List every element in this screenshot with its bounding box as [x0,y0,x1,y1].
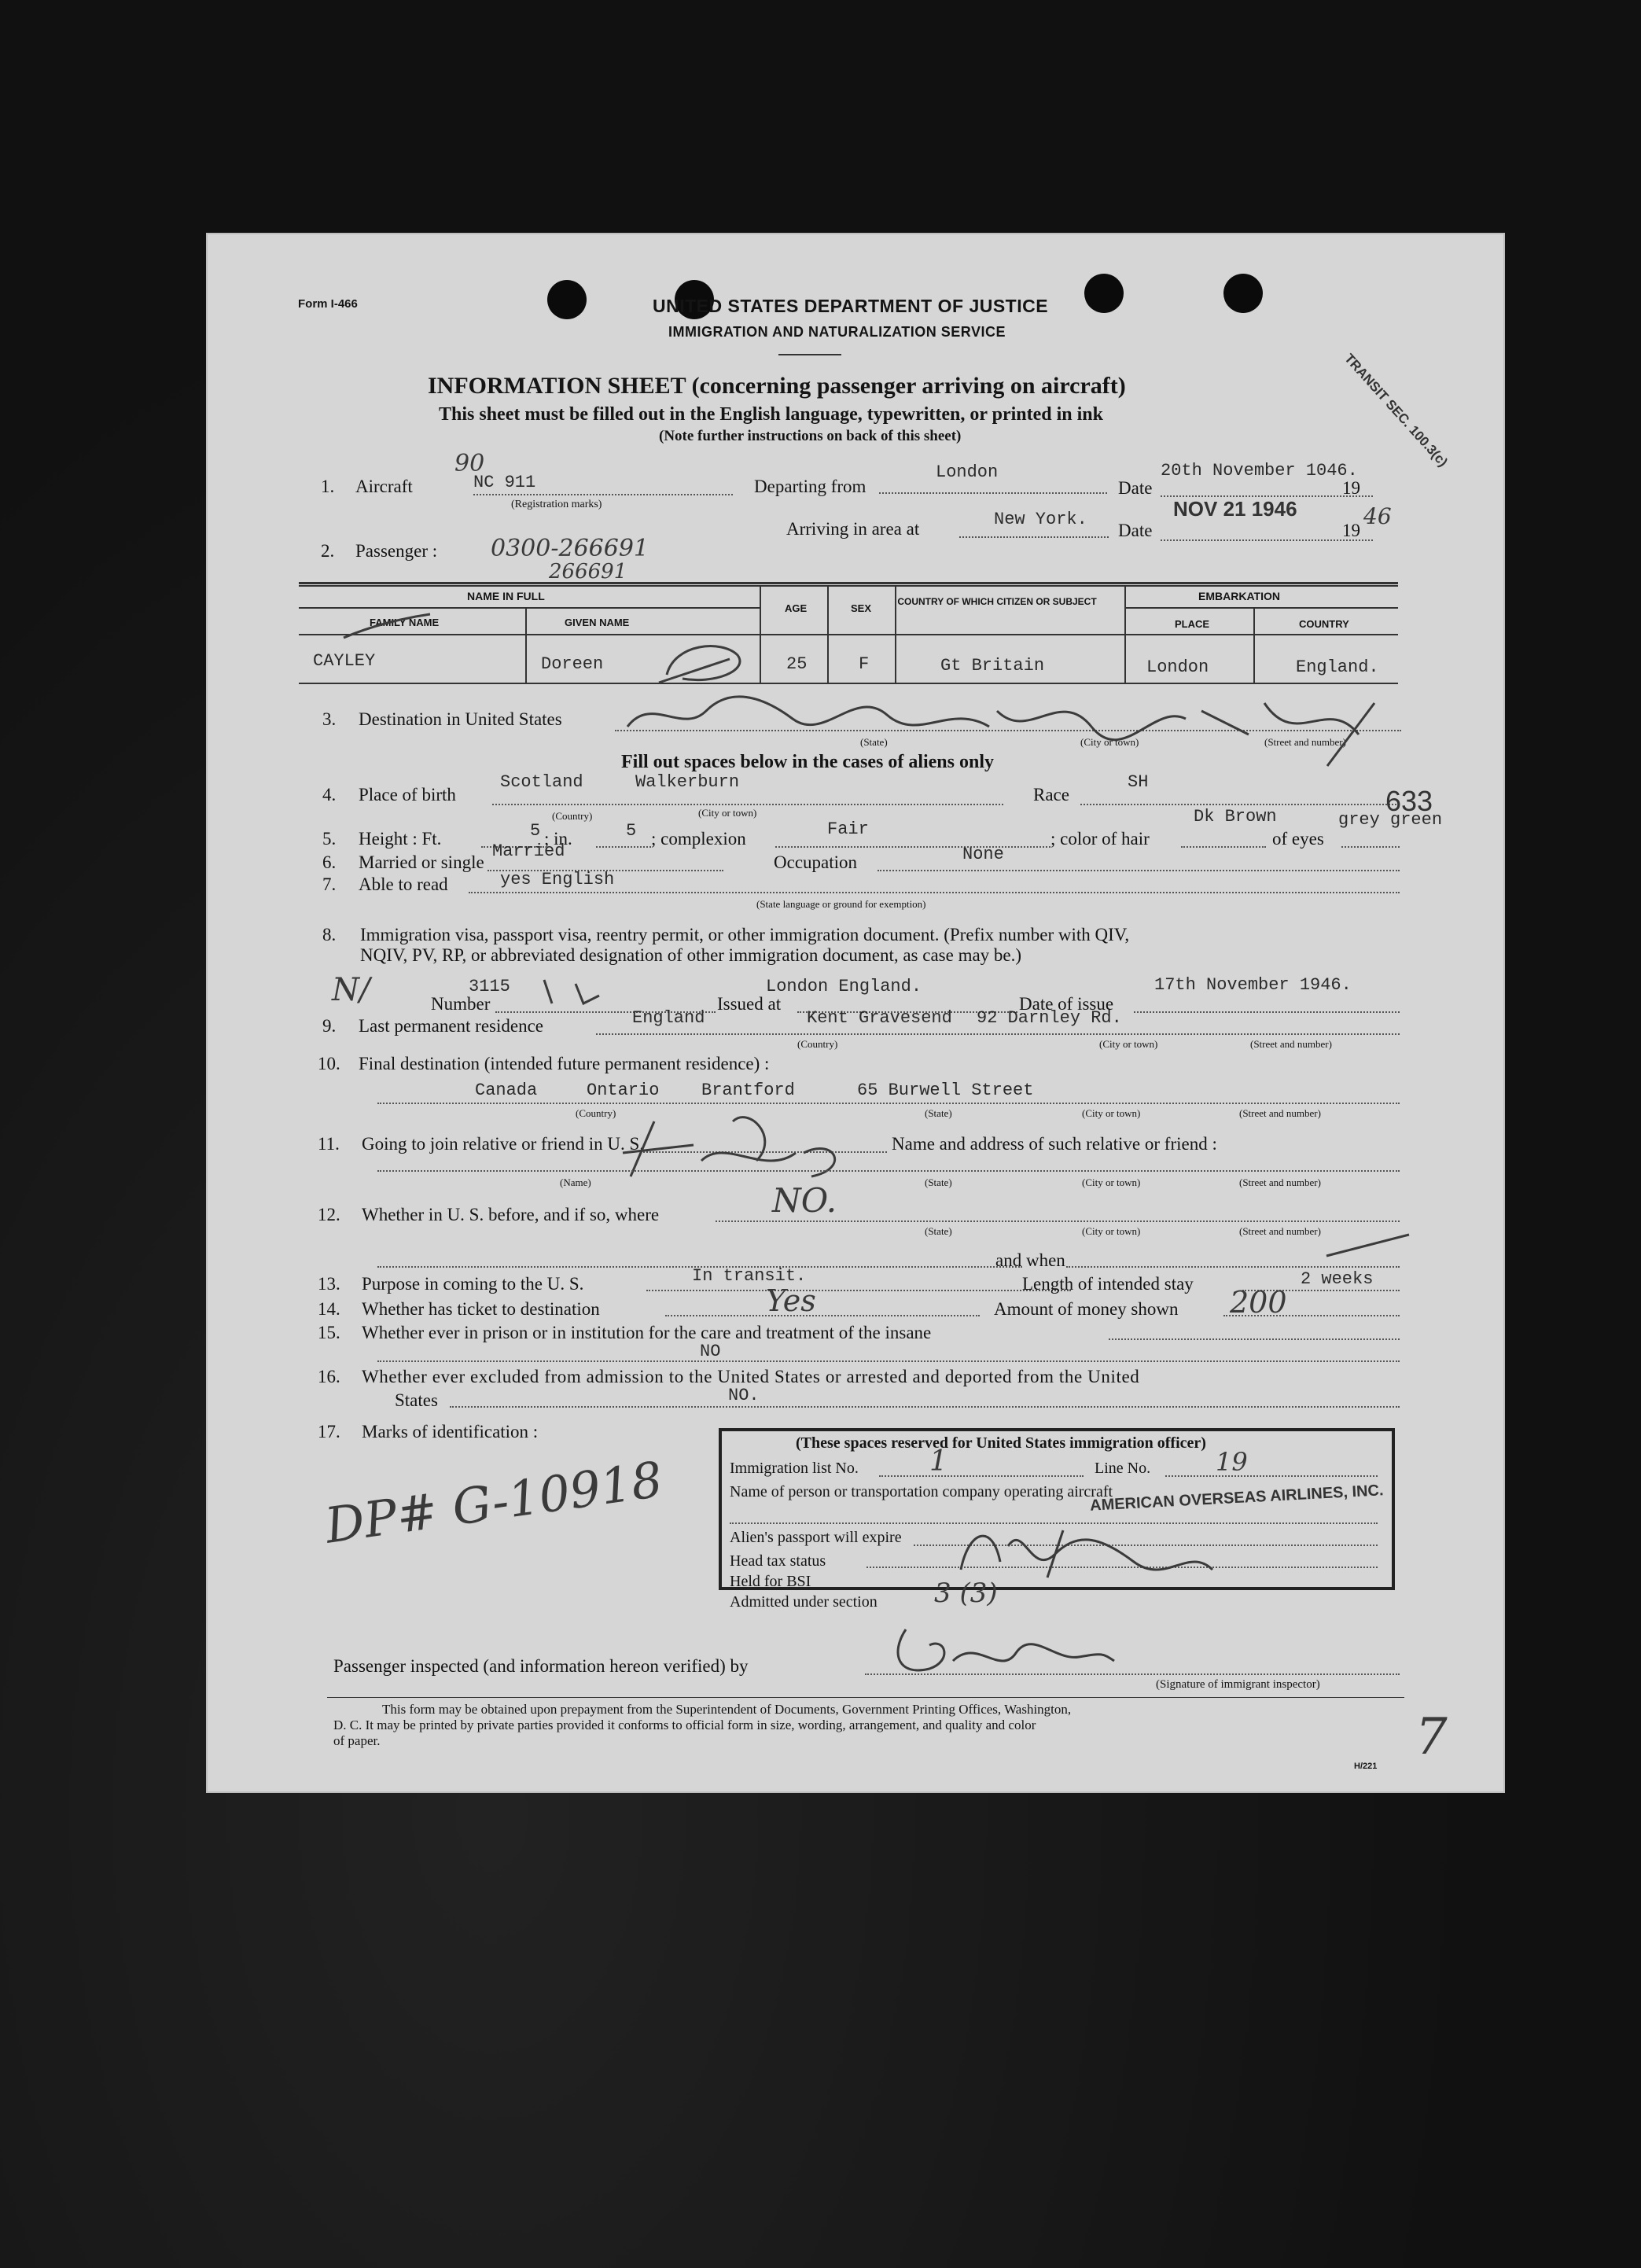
birthplace-label: Place of birth [359,785,456,804]
information-sheet [206,233,1505,1793]
cell-citizen: Gt Britain [940,656,1045,676]
punch-hole [547,280,587,319]
prison-value: NO [700,1342,721,1361]
admitted-section-value: 3 (3) [934,1578,998,1609]
item-number: 9. [322,1016,337,1036]
officer-box-header: (These spaces reserved for United States immigration officer) [796,1434,1206,1452]
passenger-number-repeat: 266691 [549,560,627,584]
final-state-value: Ontario [587,1081,660,1100]
cell-sex: F [859,654,870,674]
occupation-line [878,870,1400,871]
prison-line [1109,1338,1400,1340]
excluded-label-cont: States [395,1390,438,1410]
handwritten-dash-mark [1323,1228,1417,1260]
form-title: INFORMATION SHEET (concerning passenger arriving on aircraft) [428,373,1126,399]
admitted-section-label: Admitted under section [730,1593,878,1611]
prison-label: Whether ever in prison or in institution for the care and treatment of the insane [362,1323,932,1342]
caption-country: (Country) [797,1038,838,1050]
relative-address-line [377,1170,1400,1172]
caption-state: (State) [925,1176,952,1188]
col-country-citizen: COUNTRY OF WHICH CITIZEN OR SUBJECT [897,596,1097,607]
caption-city: (City or town) [1082,1225,1141,1237]
immigration-list-label: Immigration list No. [730,1460,859,1477]
aircraft-line [473,494,733,495]
eyes-label: of eyes [1272,829,1324,849]
visa-description-cont: NQIV, PV, RP, or abbreviated designation of other immigration document, as case may be.) [360,945,1022,965]
table-top-rule [299,585,1398,587]
purpose-line [646,1290,1071,1291]
print-note-line-1: This form may be obtained upon prepayment from the Superintendent of Documents, Government Printing Offices, Washington, [382,1702,1072,1717]
visa-number-value: 3115 [469,977,510,996]
hair-value: Dk Brown [1194,807,1277,827]
race-line [1080,804,1400,805]
issued-at-label: Issued at [717,994,782,1014]
col-name-in-full: NAME IN FULL [467,590,545,602]
airline-stamp: AMERICAN OVERSEAS AIRLINES, INC. [1089,1482,1385,1515]
aircraft-value: NC 911 [473,473,536,492]
col-family-name: FAMILY NAME [370,617,440,628]
col-sex: SEX [851,602,872,614]
transit-stamp: TRANSIT SEC. 100.3(c) [1341,351,1451,470]
col-given-name: GIVEN NAME [565,617,630,628]
excluded-line [450,1406,1400,1408]
caption-street: (Street and number) [1239,1107,1321,1119]
inspected-label: Passenger inspected (and information hereon verified) by [333,1656,749,1676]
arriving-label: Arriving in area at [786,519,920,539]
caption-street: (Street and number) [1264,736,1346,748]
caption-state: (State) [925,1225,952,1237]
issue-date-line [1134,1011,1400,1013]
head-tax-label: Head tax status [730,1552,826,1570]
previous-visit-line [716,1221,1400,1222]
passenger-number: 0300-266691 [491,535,649,562]
join-relative-label: Going to join relative or friend in U. S. [362,1134,644,1154]
cell-place: London [1146,657,1209,677]
aliens-only-heading: Fill out spaces below in the cases of aliens only [621,752,995,772]
money-label: Amount of money shown [994,1299,1179,1319]
date-line [1161,539,1373,541]
punch-hole [1223,274,1263,313]
height-ft-value: 5 [530,821,541,841]
complexion-label: ; complexion [651,829,746,849]
item-number: 3. [322,709,337,729]
year-prefix: 19 [1342,521,1360,540]
handwritten-join-scrawl [607,1106,859,1184]
race-value: SH [1128,772,1149,792]
issue-date-value: 17th November 1946. [1154,975,1352,995]
table-col-rule [827,585,829,683]
item-number: 7. [322,874,337,894]
departing-line [879,492,1107,494]
complexion-line [775,846,1050,848]
caption-country: (Country) [552,810,593,822]
identification-label: Marks of identification : [362,1422,539,1441]
form-number: Form I-466 [298,297,358,311]
inspector-signature [882,1622,1118,1684]
cell-family-name: CAYLEY [313,651,376,671]
caption-city: (City or town) [1080,736,1139,748]
caption-street: (Street and number) [1250,1038,1332,1050]
item-number: 10. [318,1054,340,1073]
when-line [1066,1266,1400,1268]
final-country-value: Canada [475,1081,538,1100]
item-number: 13. [318,1274,340,1294]
excluded-value: NO. [728,1386,760,1405]
caption-street: (Street and number) [1239,1176,1321,1188]
line-no-line [1165,1475,1378,1477]
handwritten-officer-scrawl [953,1515,1220,1585]
identification-value: DP# G-10918 [322,1450,666,1555]
immigration-list-line [879,1475,1084,1477]
arrival-year-hand: 46 [1363,503,1392,529]
previous-visit-value: NO. [772,1181,837,1220]
col-country: COUNTRY [1299,618,1349,630]
table-rule [1124,607,1398,609]
ticket-label: Whether has ticket to destination [362,1299,600,1319]
ticket-value: Yes [766,1283,816,1318]
eyes-line [1341,846,1400,848]
form-note: (Note further instructions on back of this sheet) [659,428,962,444]
arrival-date-stamp: NOV 21 1946 [1173,497,1297,521]
table-col-rule [1253,607,1255,683]
punch-hole [1084,274,1124,313]
item-number: 5. [322,829,337,849]
col-age: AGE [785,602,808,614]
page-mark: 7 [1415,1708,1448,1766]
read-line [469,892,1400,893]
table-col-rule [895,585,896,683]
complexion-value: Fair [827,819,869,839]
final-street-value: 65 Burwell Street [857,1081,1034,1100]
date-label: Date [1118,521,1153,540]
item-number: 11. [318,1134,340,1154]
height-label: Height : Ft. [359,829,442,849]
caption-city: (City or town) [1099,1038,1158,1050]
handwritten-visa-marks [536,972,607,1011]
col-place: PLACE [1175,618,1210,630]
company-label: Name of person or transportation company operating aircraft [730,1483,1113,1500]
hair-label: ; color of hair [1050,829,1150,849]
cell-country: England. [1296,657,1379,677]
destination-label: Destination in United States [359,709,562,729]
birth-country-value: Scotland [500,772,583,792]
immigration-list-value: 1 [929,1445,947,1478]
caption-city: (City or town) [1082,1107,1141,1119]
date-label: Date [1118,478,1153,498]
marital-value: Married [492,841,565,861]
departure-date-value: 20th November 1046. [1161,461,1358,480]
table-col-rule [525,607,527,683]
department-heading: UNITED STATES DEPARTMENT OF JUSTICE [653,296,1049,316]
caption-name: (Name) [560,1176,591,1188]
height-in-value: 5 [626,821,637,841]
height-in-line [596,846,651,848]
item-number: 6. [322,852,337,872]
eyes-value: grey green [1338,810,1443,830]
year-prefix: 19 [1342,478,1360,498]
line-no-label: Line No. [1095,1460,1151,1477]
item-number: 2. [321,541,335,561]
table-header-rule [299,634,1398,635]
hair-line [1181,846,1266,848]
visa-number-label: Number [431,994,491,1014]
table-top-rule [299,582,1398,584]
margin-code: 633 [1385,785,1433,817]
residence-label: Last permanent residence [359,1016,543,1036]
cell-age: 25 [786,654,808,674]
form-print-code: H/221 [1354,1762,1378,1771]
item-number: 14. [318,1299,340,1319]
issued-at-value: London England. [766,977,922,996]
stay-value: 2 weeks [1301,1269,1374,1289]
item-number: 4. [322,785,337,804]
purpose-label: Purpose in coming to the U. S. [362,1274,584,1294]
residence-line [596,1033,1400,1035]
arriving-line [959,536,1109,538]
caption-state: (State) [925,1107,952,1119]
print-note-line-2: D. C. It may be printed by private parties provided it conforms to official form in size, wording, arrangement, and quality and color [333,1718,1036,1732]
final-destination-label: Final destination (intended future permanent residence) : [359,1054,770,1073]
item-number: 1. [321,477,335,496]
passenger-label: Passenger : [355,541,438,561]
caption-country: (Country) [576,1107,616,1119]
relative-address-label: Name and address of such relative or friend : [892,1134,1217,1154]
handwritten-tick-mark [340,610,434,642]
item-number: 12. [318,1205,340,1224]
visa-description: Immigration visa, passport visa, reentry permit, or other immigration document. (Prefix number with QIV, [360,925,1130,944]
arriving-value: New York. [994,510,1087,529]
departing-label: Departing from [754,477,866,496]
ticket-line [665,1315,980,1316]
item-number: 17. [318,1422,340,1441]
form-instruction: This sheet must be filled out in the English language, typewritten, or printed in ink [439,404,1103,425]
registration-caption: (Registration marks) [511,499,602,510]
departing-value: London [936,462,999,482]
cell-given-name: Doreen [541,654,604,674]
purpose-value: In transit. [692,1266,807,1286]
occupation-value: None [962,845,1004,864]
table-col-rule [1124,585,1126,683]
marital-label: Married or single [359,852,484,872]
service-heading: IMMIGRATION AND NATURALIZATION SERVICE [668,324,1006,340]
col-embarkation: EMBARKATION [1198,590,1280,602]
table-col-rule [760,585,761,683]
excluded-label: Whether ever excluded from admission to the United States or arrested and deported from the United [362,1367,1140,1386]
read-value: yes English [500,870,615,889]
read-label: Able to read [359,874,448,894]
passport-expire-label: Alien's passport will expire [730,1529,902,1546]
aircraft-hand-prefix: 90 [454,450,485,477]
table-rule [299,607,760,609]
read-caption: (State language or ground for exemption) [756,898,926,910]
race-label: Race [1033,785,1069,804]
money-value: 200 [1230,1285,1287,1320]
caption-city: (City or town) [1082,1176,1141,1188]
birthplace-line [492,804,1003,805]
print-note-line-3: of paper. [333,1733,381,1748]
item-number: 15. [318,1323,340,1342]
inches-label: ; in. [544,829,572,849]
residence-country-value: England [632,1008,705,1028]
header-rule [778,354,841,355]
footer-rule [327,1697,1404,1698]
caption-state: (State) [860,736,888,748]
line-no-value: 19 [1216,1447,1248,1477]
item-number: 16. [318,1367,340,1386]
final-destination-line [377,1103,1400,1104]
caption-city: (City or town) [698,807,757,819]
held-bsi-label: Held for BSI [730,1573,811,1590]
when-label: and when [995,1250,1065,1270]
residence-street-value: 92 Darnley Rd. [977,1008,1122,1028]
birth-city-value: Walkerburn [635,772,740,792]
previous-visit-label: Whether in U. S. before, and if so, where [362,1205,660,1224]
money-line [1223,1315,1400,1316]
stay-label: Length of intended stay [1022,1274,1194,1294]
prison-line-2 [377,1360,1400,1362]
item-number: 8. [322,925,337,944]
signature-caption: (Signature of immigrant inspector) [1156,1678,1320,1691]
caption-street: (Street and number) [1239,1225,1321,1237]
visa-hand-prefix: N/ [332,972,370,1008]
residence-city-value: Kent Gravesend [807,1008,952,1028]
aircraft-label: Aircraft [355,477,413,496]
issue-date-label: Date of issue [1019,994,1114,1014]
final-city-value: Brantford [701,1081,795,1100]
occupation-label: Occupation [774,852,858,872]
